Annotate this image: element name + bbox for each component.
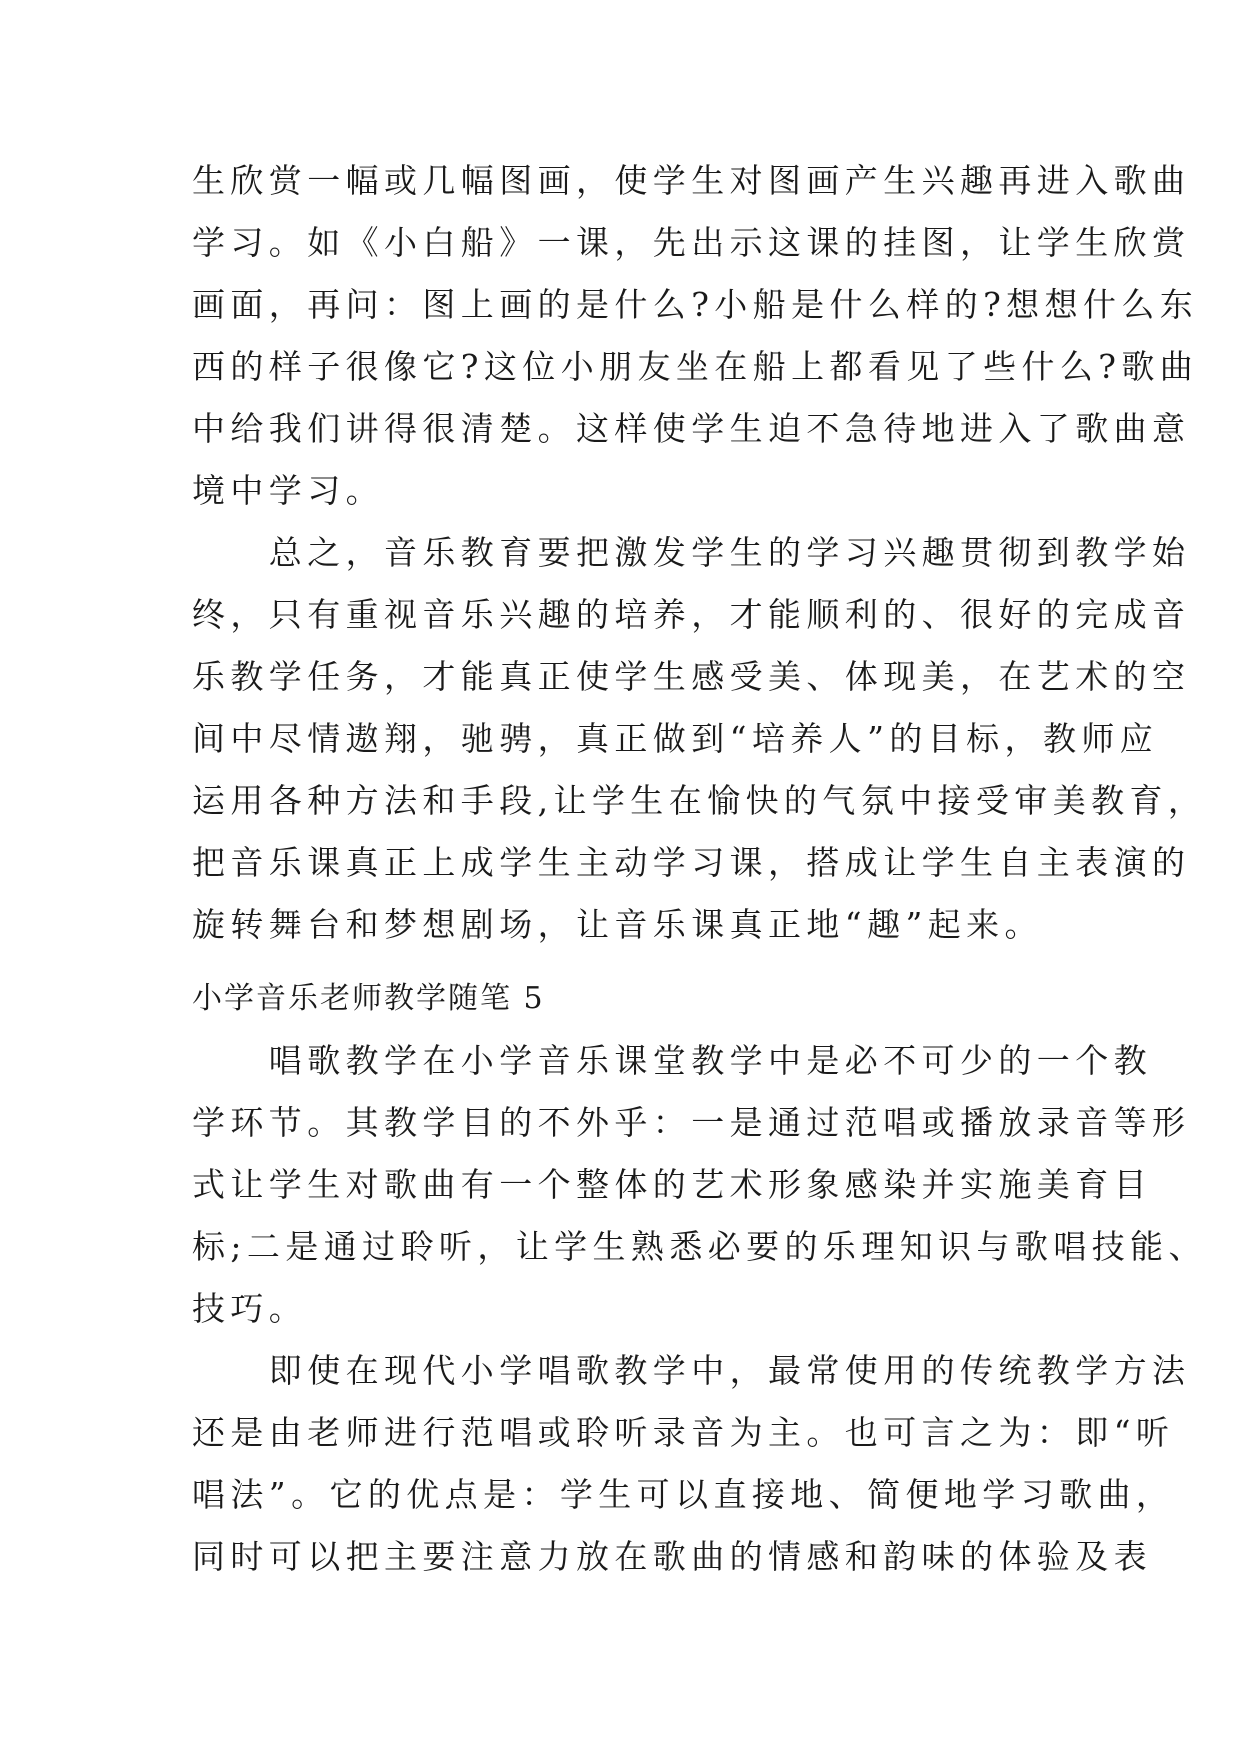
- text-line: 技巧。: [192, 1289, 308, 1328]
- text-line: 画面，再问：图上画的是什么?小船是什么样的?想想什么东: [192, 285, 1199, 324]
- text-line: 把音乐课真正上成学生主动学习课，搭成让学生自主表演的: [192, 843, 1191, 882]
- text-line: 境中学习。: [192, 471, 384, 510]
- text-line: 还是由老师进行范唱或聆听录音为主。也可言之为：即“听: [192, 1413, 1175, 1452]
- text-line: 总之，音乐教育要把激发学生的学习兴趣贯彻到教学始: [192, 533, 1191, 572]
- text-line: 式让学生对歌曲有一个整体的艺术形象感染并实施美育目: [192, 1165, 1152, 1204]
- section-heading: 小学音乐老师教学随笔 5: [192, 981, 545, 1016]
- text-line: 旋转舞台和梦想剧场，让音乐课真正地“趣”起来。: [192, 905, 1043, 944]
- text-line: 乐教学任务，才能真正使学生感受美、体现美，在艺术的空: [192, 657, 1191, 696]
- text-line: 终，只有重视音乐兴趣的培养，才能顺利的、很好的完成音: [192, 595, 1191, 634]
- text-line: 唱法”。它的优点是：学生可以直接地、简便地学习歌曲，: [192, 1475, 1175, 1514]
- text-line: 西的样子很像它?这位小朋友坐在船上都看见了些什么?歌曲: [192, 347, 1199, 386]
- text-line: 中给我们讲得很清楚。这样使学生迫不急待地进入了歌曲意: [192, 409, 1191, 448]
- text-line: 同时可以把主要注意力放在歌曲的情感和韵味的体验及表: [192, 1537, 1152, 1576]
- text-line: 学习。如《小白船》一课，先出示这课的挂图，让学生欣赏: [192, 223, 1191, 262]
- text-line: 唱歌教学在小学音乐课堂教学中是必不可少的一个教: [192, 1041, 1152, 1080]
- text-line: 学环节。其教学目的不外乎：一是通过范唱或播放录音等形: [192, 1103, 1191, 1142]
- text-line: 标;二是通过聆听，让学生熟悉必要的乐理知识与歌唱技能、: [192, 1227, 1207, 1266]
- text-line: 间中尽情遨翔，驰骋，真正做到“培养人”的目标，教师应: [192, 719, 1159, 758]
- text-line: 运用各种方法和手段,让学生在愉快的气氛中接受审美教育，: [192, 781, 1207, 820]
- text-line: 生欣赏一幅或几幅图画，使学生对图画产生兴趣再进入歌曲: [192, 161, 1191, 200]
- text-line: 即使在现代小学唱歌教学中，最常使用的传统教学方法: [192, 1351, 1191, 1390]
